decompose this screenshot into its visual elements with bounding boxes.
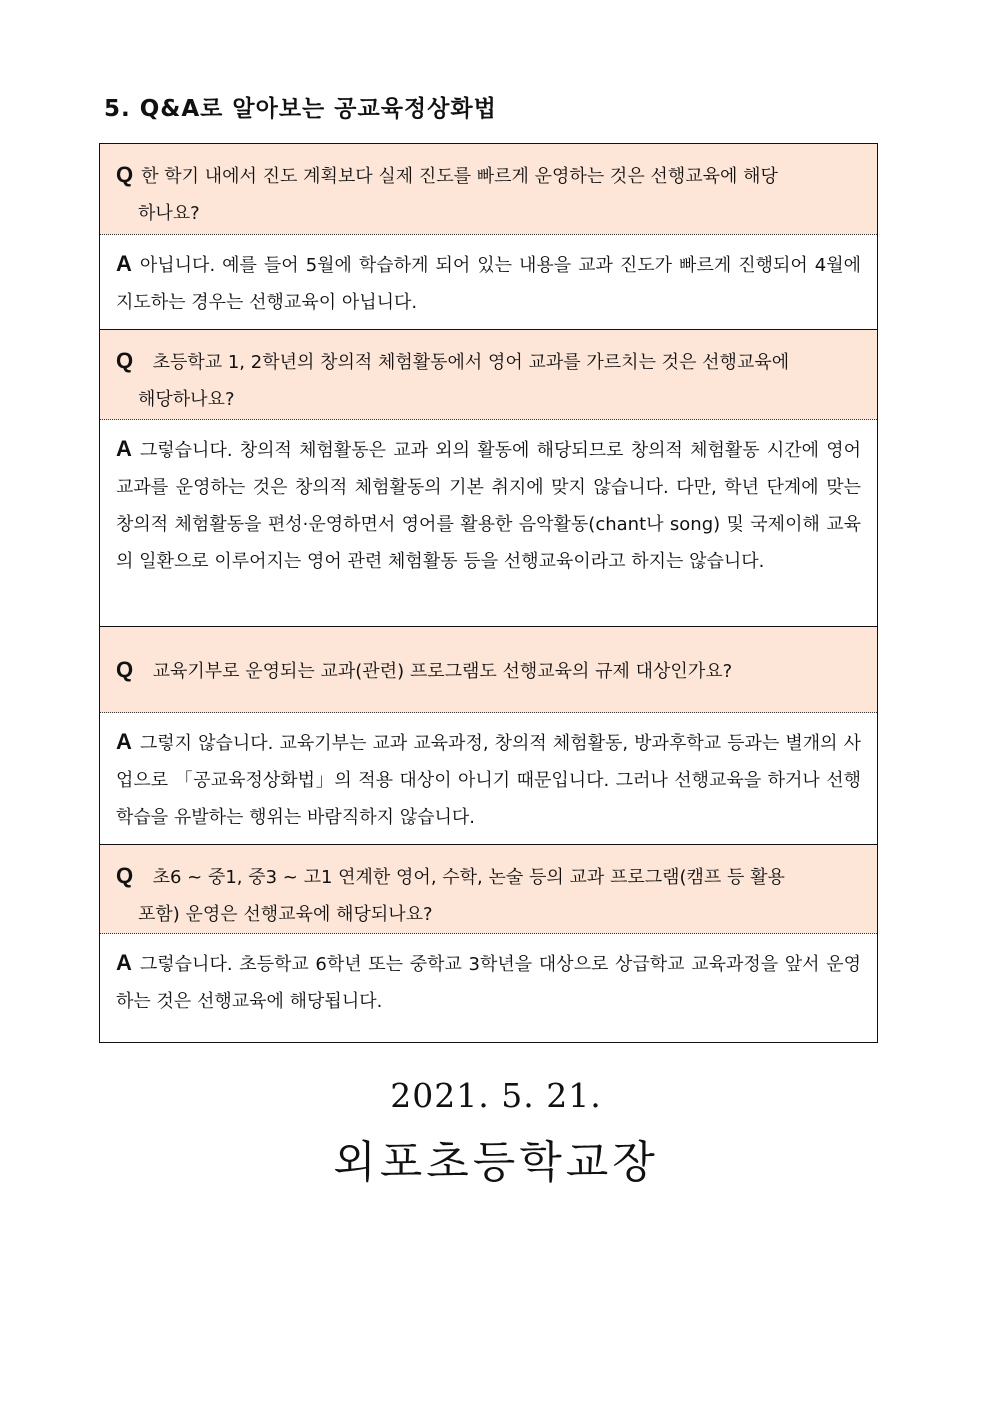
document-date: 2021. 5. 21. [390, 1076, 602, 1115]
question-text: 한 학기 내에서 진도 계획보다 실제 진도를 빠르게 운영하는 것은 선행교육에 해당 [141, 166, 778, 187]
signature: 외포초등학교장 [333, 1137, 659, 1188]
qa-pair-2 [100, 329, 877, 626]
qa-pair-1 [100, 144, 877, 329]
question-row [100, 845, 877, 934]
answer-row [100, 420, 877, 626]
qa-pair-4 [100, 844, 877, 1042]
answer-row [100, 235, 877, 329]
question-text-cont: 해당하나요? [138, 389, 235, 410]
question-row [100, 627, 877, 713]
question-text: 교육기부로 운영되는 교과(관련) 프로그램도 선행교육의 규제 대상인가요? [152, 661, 733, 682]
q-marker: Q [116, 863, 134, 888]
q-marker: Q [116, 162, 134, 187]
q-marker: Q [116, 348, 134, 373]
answer-row [100, 713, 877, 844]
question-row [100, 144, 877, 235]
answer-text: 그렇습니다. 창의적 체험활동은 교과 외의 활동에 해당되므로 창의적 체험활동 시간에 영어교과를 운영하는 것은 창의적 체험활동의 기본 취지에 맞지 않습니다. 다만, 학년 단계에 맞는 창의적 체험활동을 편성·운영하면서 영어를 활용한 음악활동(chant나 song) 및 국제이해 교육의 일환으로 이루어지는 영어 관련 체험활동 등을 선행교육이라고 하지는 않습니다. [116, 440, 861, 572]
question-text-cont: 포함) 운영은 선행교육에 해당되나요? [138, 904, 433, 925]
question-row [100, 330, 877, 420]
a-marker: A [116, 251, 132, 276]
question-text: 초6 ~ 중1, 중3 ~ 고1 연계한 영어, 수학, 논술 등의 교과 프로그램(캠프 등 활용 [152, 867, 785, 888]
a-marker: A [116, 950, 132, 975]
answer-text: 아닙니다. 예를 들어 5월에 학습하게 되어 있는 내용을 교과 진도가 빠르게 진행되어 4월에 지도하는 경우는 선행교육이 아닙니다. [116, 255, 861, 313]
section-title: 5. Q&A로 알아보는 공교육정상화법 [104, 96, 497, 122]
question-text-cont: 하나요? [138, 203, 200, 224]
qa-pair-3 [100, 626, 877, 844]
answer-text: 그렇습니다. 초등학교 6학년 또는 중학교 3학년을 대상으로 상급학교 교육과정을 앞서 운영하는 것은 선행교육에 해당됩니다. [116, 954, 861, 1012]
answer-row [100, 934, 877, 1042]
a-marker: A [116, 729, 132, 754]
q-marker: Q [116, 657, 134, 682]
question-text: 초등학교 1, 2학년의 창의적 체험활동에서 영어 교과를 가르치는 것은 선행교육에 [152, 352, 790, 373]
qa-table [99, 143, 878, 1043]
a-marker: A [116, 436, 132, 461]
answer-text: 그렇지 않습니다. 교육기부는 교과 교육과정, 창의적 체험활동, 방과후학교 등과는 별개의 사업으로 「공교육정상화법」의 적용 대상이 아니기 때문입니다. 그러나 선행교육을 하거나 선행학습을 유발하는 행위는 바람직하지 않습니다. [116, 733, 861, 828]
